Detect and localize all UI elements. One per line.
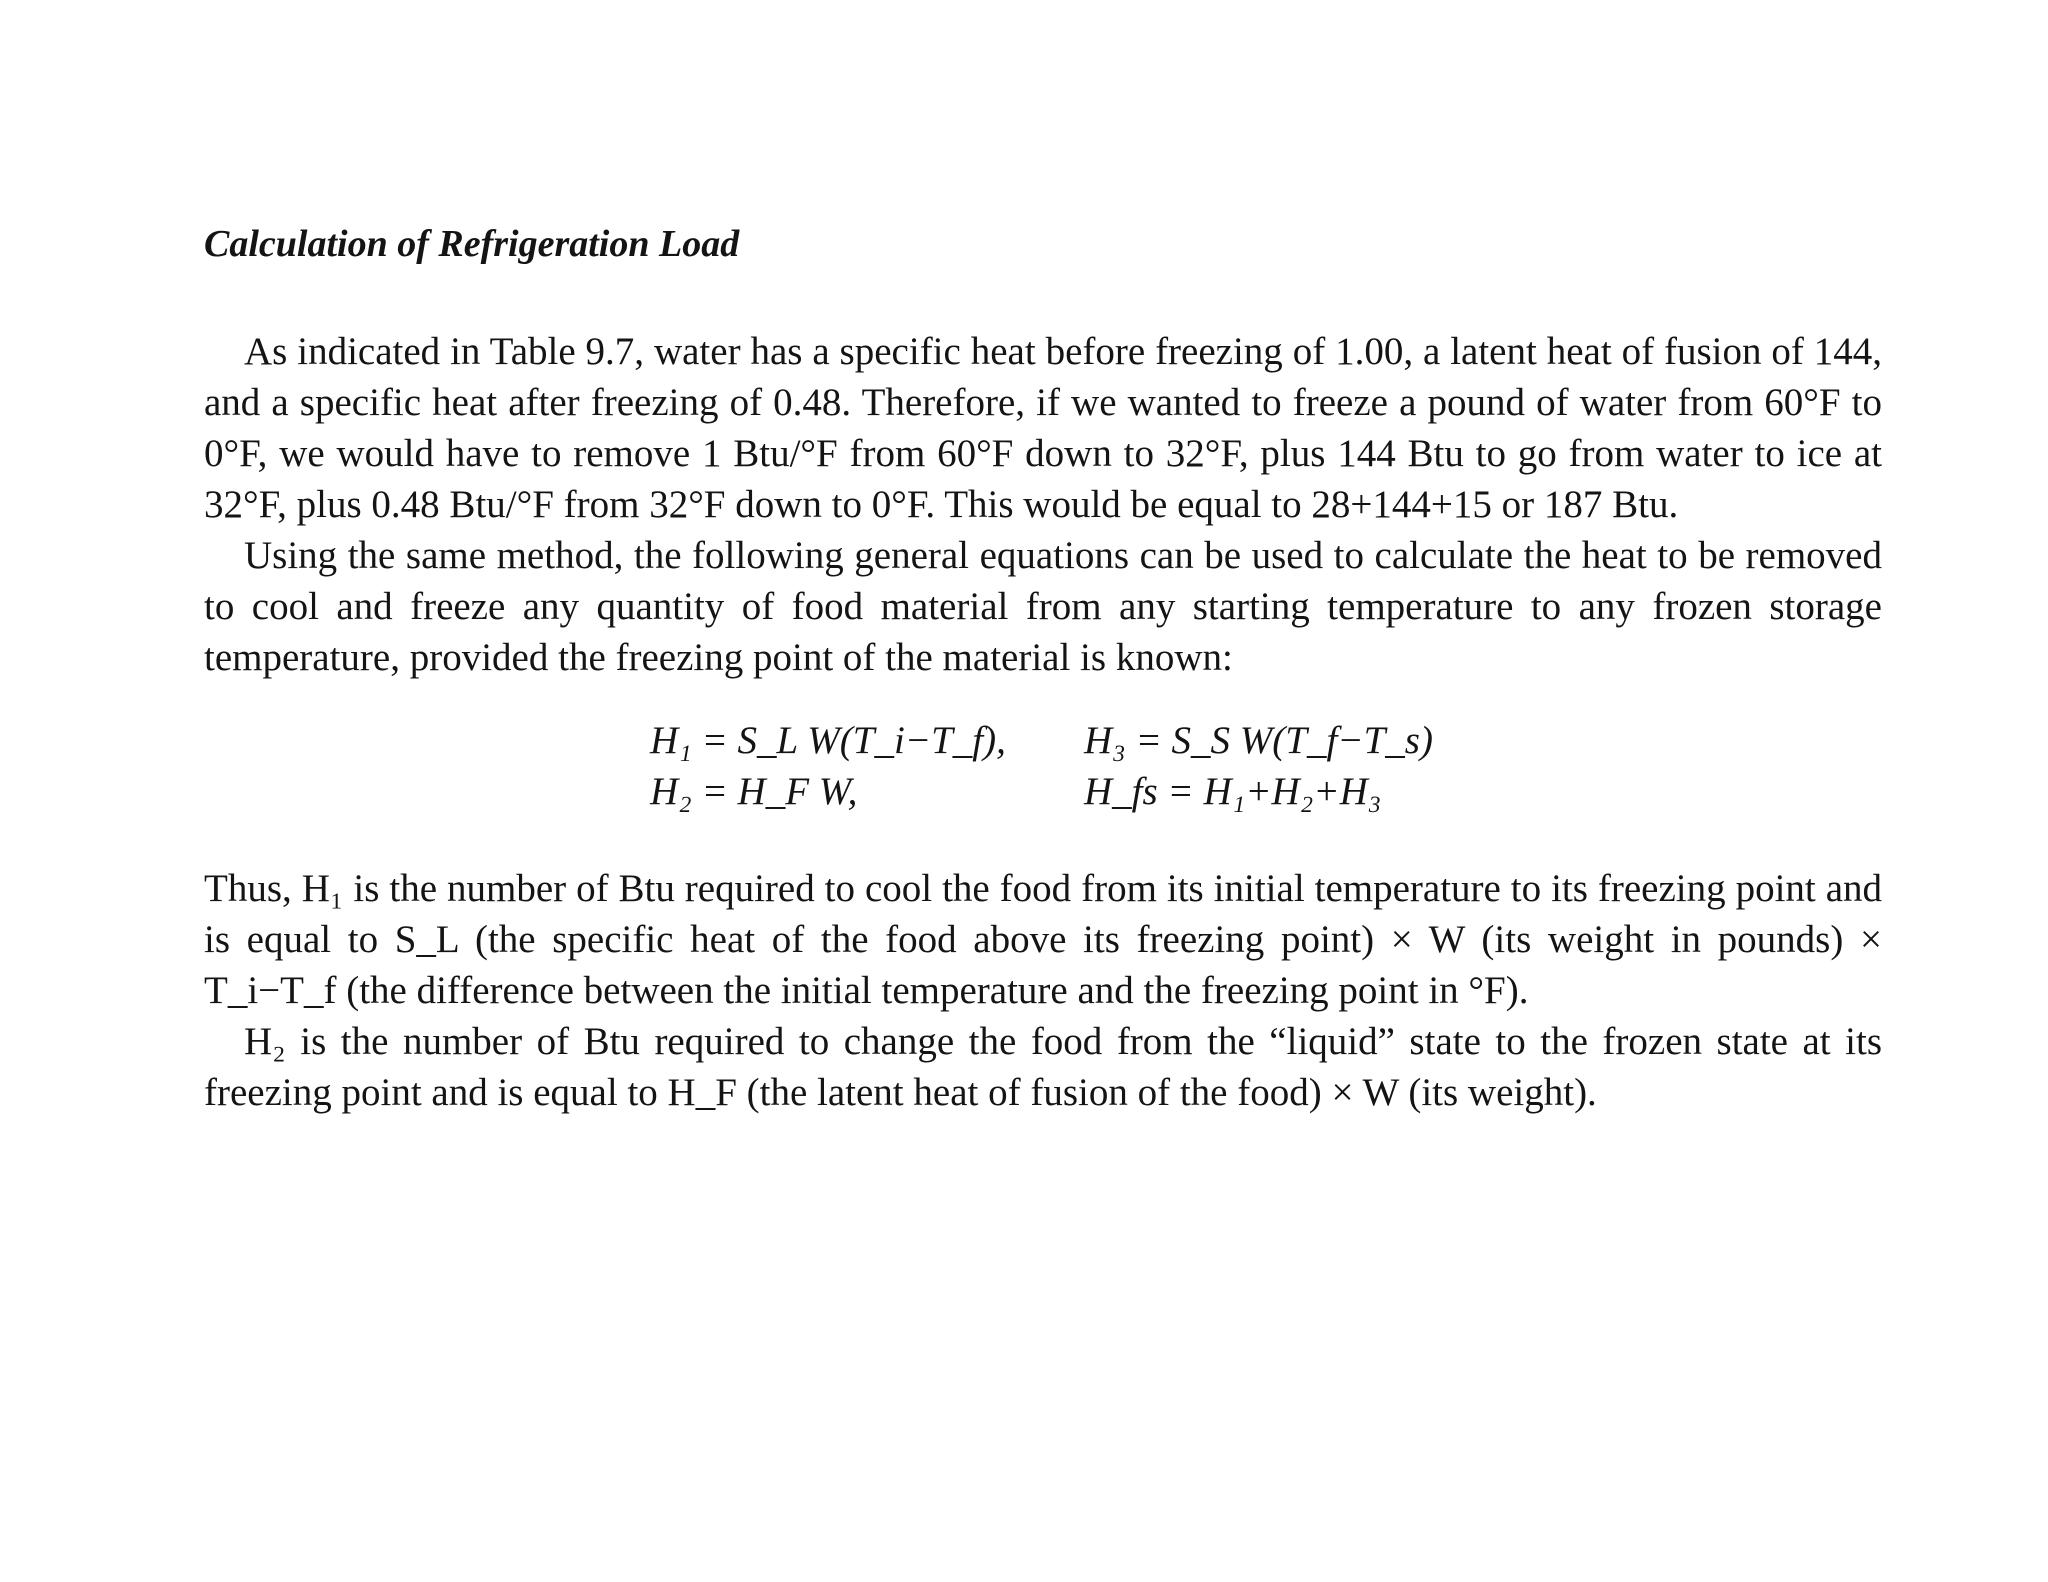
equation-hfs: H_fs = H₁+H₂+H₃ <box>1084 770 1382 813</box>
paragraph-general-method: Using the same method, the following general equations can be used to calculate the heat to be removed to cool and freeze any quantity of food material from any starting temperature to any frozen storage temperature, provided the freezing point of the material is known: <box>204 534 1882 679</box>
equation-h2: H₂ = H_F W, <box>650 770 858 813</box>
paragraph-h1-explanation: Thus, H₁ is the number of Btu required to cool the food from its initial temperature to its freezing point and is equal to S_L (the specific heat of the food above its freezing point) × W (its weight in pounds) × T_i−T_f (the difference between the initial temperature and the freezing point in °F). <box>204 867 1882 1012</box>
equation-block <box>204 711 1882 829</box>
paragraph-h2-explanation: H₂ is the number of Btu required to change the food from the “liquid” state to the frozen state at its freezing point and is equal to H_F (the latent heat of fusion of the food) × W (its weight). <box>204 1020 1882 1114</box>
equation-h1: H₁ = S_L W(T_i−T_f), <box>650 719 1006 762</box>
section-heading: Calculation of Refrigeration Load <box>204 223 740 265</box>
paragraph-water-example: As indicated in Table 9.7, water has a specific heat before freezing of 1.00, a latent heat of fusion of 144, and a specific heat after freezing of 0.48. Therefore, if we wanted to freeze a pound of water from 60°F to 0°F, we would have to remove 1 Btu/°F from 60°F down to 32°F, plus 144 Btu to go from water to ice at 32°F, plus 0.48 Btu/°F from 32°F down to 0°F. This would be equal to 28+144+15 or 187 Btu. <box>204 330 1882 526</box>
document-page <box>204 222 1882 1118</box>
equation-h3: H₃ = S_S W(T_f−T_s) <box>1084 719 1433 762</box>
